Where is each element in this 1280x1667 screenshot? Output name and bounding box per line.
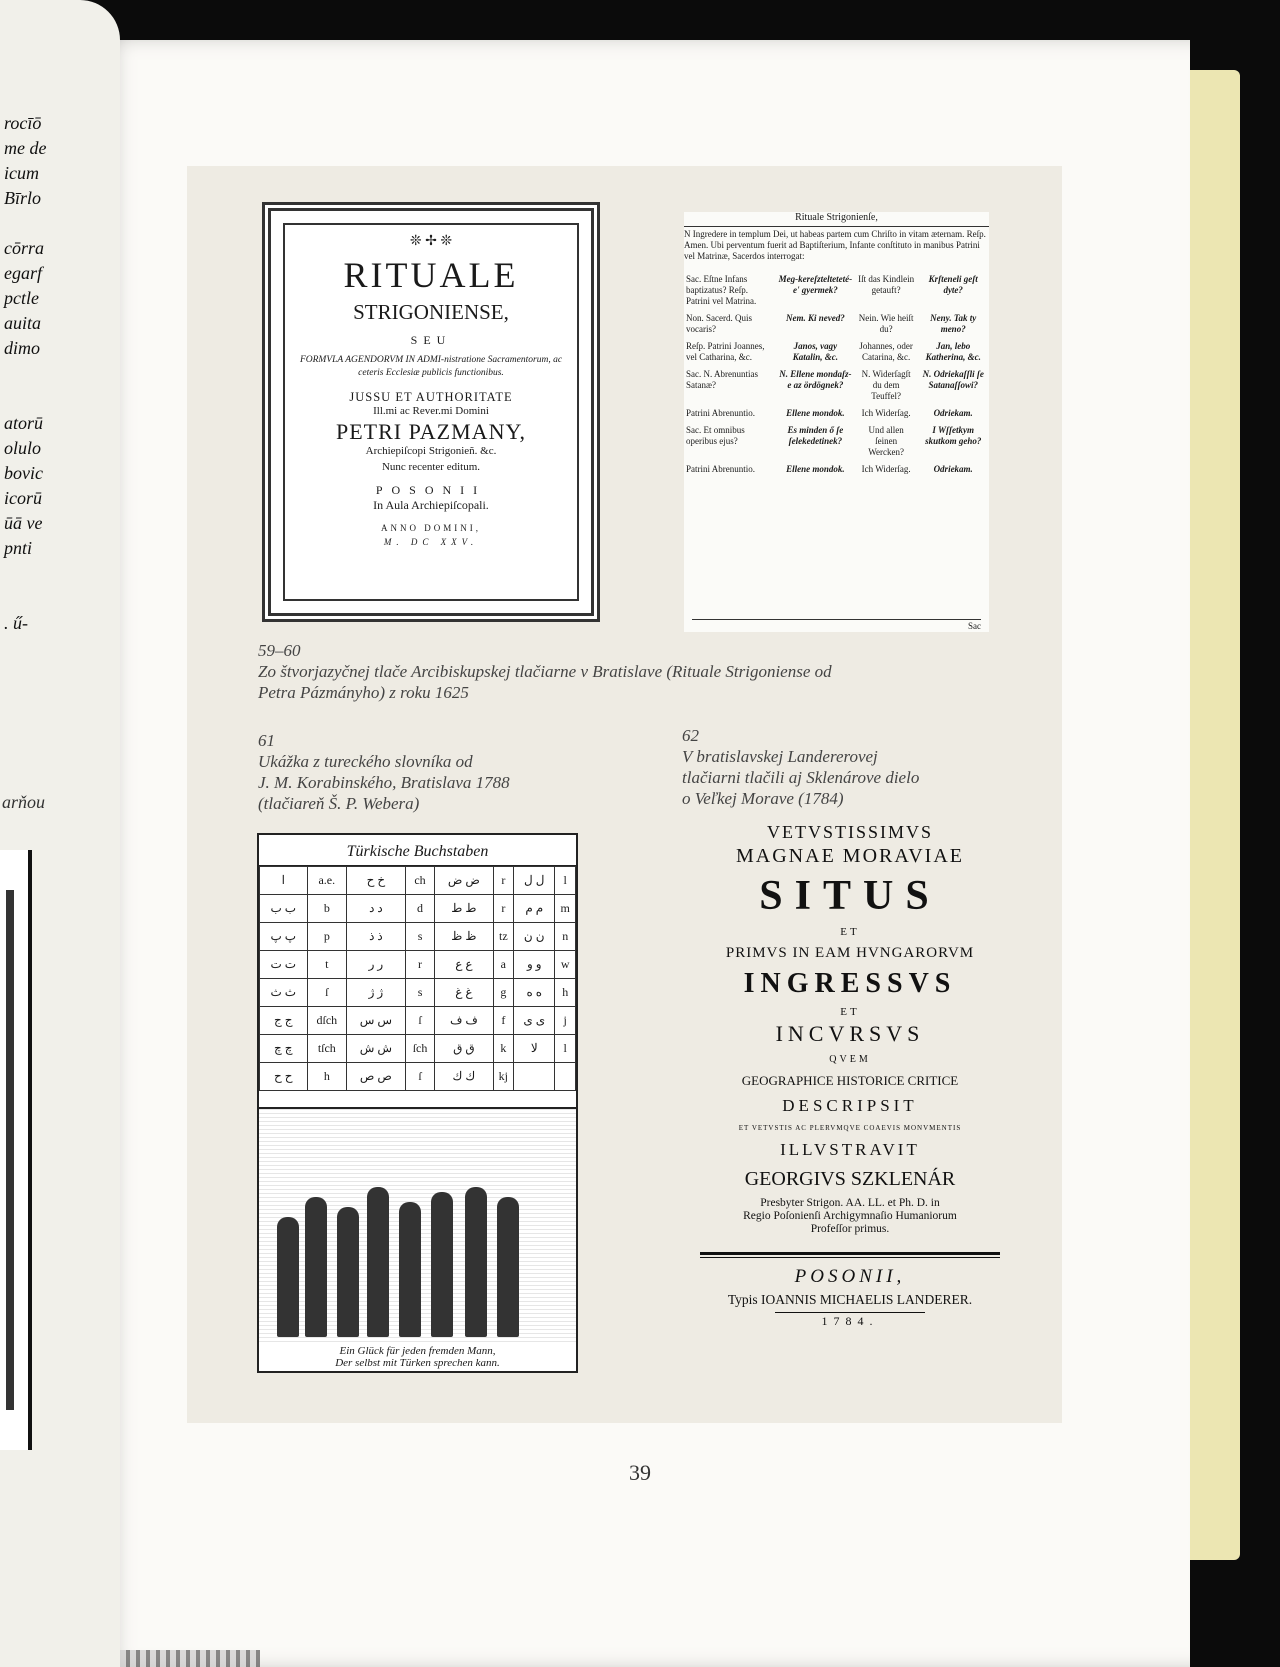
alphabet-cell: r [493, 895, 514, 923]
sklenar-title-page [700, 822, 1000, 1328]
facing-text-fragment: atorū [4, 413, 44, 433]
alphabet-cell: h [307, 1063, 346, 1091]
alphabet-cell: ظ ظ [435, 923, 493, 951]
ritual-cell: Ich Widerſag. [861, 408, 911, 418]
title-line: ET [840, 1006, 860, 1019]
figure [277, 1217, 299, 1337]
alphabet-cell: r [493, 867, 514, 895]
ritual-cell: Krſteneli geſt dyte? [928, 274, 978, 295]
alphabet-cell: ص ص [347, 1063, 406, 1091]
caption-number: 62 [682, 726, 699, 745]
ritual-cell: Ich Widerſag. [861, 464, 911, 474]
facing-page-fragment [0, 0, 120, 1667]
alphabet-cell: ژ ژ [347, 979, 406, 1007]
alphabet-cell: ſ [307, 979, 346, 1007]
title-line: VETVSTISSIMVS [766, 822, 934, 842]
alphabet-cell: d [405, 895, 434, 923]
alphabet-row [260, 923, 576, 951]
alphabet-row [260, 867, 576, 895]
alphabet-cell: ق ق [435, 1035, 493, 1063]
alphabet-cell: tz [493, 923, 514, 951]
title-line: INCVRSVS [775, 1020, 925, 1046]
page-number: 39 [629, 1460, 651, 1485]
alphabet-cell: ك ك [435, 1063, 493, 1091]
facing-text-fragment: me de [4, 138, 47, 158]
alphabet-cell: r [405, 951, 434, 979]
ritual-cell: Patrini Abrenuntio. [686, 408, 755, 418]
alphabet-cell: dſch [307, 1007, 346, 1035]
ritual-row [684, 406, 989, 423]
alphabet-cell: ت ت [260, 951, 308, 979]
alphabet-cell [555, 1063, 576, 1091]
ritual-row [684, 423, 989, 462]
four-language-table [684, 272, 989, 479]
ritual-cell: Und allen ſeinen Wercken? [868, 425, 905, 457]
ritual-cell: Sac. Eſtne Infans baptizatus? Reſp. Patrini vel Matrina. [686, 274, 757, 306]
intro-text: N Ingredere in templum Dei, ut habeas partem cum Chriſto in vitam æternam. Reſp. Amen. Ubi perventum fuerit ad Baptiſterium, Infante conſtituto in manibus Patrini vel Matrinæ, Sacerdos interrogat: [684, 229, 986, 261]
alphabet-cell: ث ث [260, 979, 308, 1007]
figure [367, 1187, 389, 1337]
caption-61 [258, 730, 588, 814]
illmi-text: Ill.mi ac Rever.mi Domini [373, 405, 489, 417]
author-name: GEORGIVS SZKLENÁR [744, 1167, 956, 1190]
alphabet-cell: ſ [405, 1063, 434, 1091]
rituale-title: RITUALE [343, 255, 519, 295]
alphabet-cell: j [555, 1007, 576, 1035]
caption-text-line: o Veľkej Morave (1784) [682, 789, 844, 808]
engraving-caption [259, 1345, 576, 1371]
archiep-text: Archiepiſcopi Strigonieñ. &c. [365, 445, 497, 457]
author-title [700, 1197, 1000, 1237]
imprint-printer: Typis IOANNIS MICHAELIS LANDERER. [727, 1292, 973, 1308]
ornament: ❊ ✢ ❊ [409, 234, 453, 249]
facing-text-fragment: rocīō [4, 113, 42, 133]
alphabet-cell: ف ف [435, 1007, 493, 1035]
figure [399, 1202, 421, 1337]
alphabet-row [260, 1007, 576, 1035]
header-rule [684, 226, 989, 227]
caption-text-line: Ukážka z tureckého slovníka od [258, 752, 473, 771]
alphabet-cell: ع ع [435, 951, 493, 979]
ritual-cell: N. Widerſagſt du dem Teuffel? [861, 369, 911, 401]
ritual-row [684, 367, 989, 406]
alphabet-cell: l [555, 1035, 576, 1063]
author-title-line: Regio Poſonienſi Archigymnaſio Humaniorum [743, 1209, 957, 1222]
facing-caption-fragment: arňou [2, 792, 46, 812]
alphabet-cell: k [493, 1035, 514, 1063]
figure [465, 1187, 487, 1337]
alphabet-cell: s [405, 979, 434, 1007]
petri-pazmany-text: PETRI PAZMANY, [335, 419, 527, 444]
ritual-row [684, 339, 989, 367]
anno-text: ANNO DOMINI, [381, 523, 481, 533]
caption-number: 61 [258, 731, 275, 750]
year-text: M. DC XXV. [383, 537, 479, 547]
caption-text-line: Petra Pázmányho) z roku 1625 [258, 683, 469, 702]
alphabet-cell: a [493, 951, 514, 979]
alphabet-cell: ه ه [514, 979, 555, 1007]
alphabet-cell: h [555, 979, 576, 1007]
ritual-cell: Neny. Tak ty meno? [930, 313, 977, 334]
rituale-title-page [262, 202, 600, 622]
alphabet-cell: چ چ [260, 1035, 308, 1063]
turkish-alphabet-plate [257, 833, 578, 1373]
ritual-cell: N. Ellene mondaſz-e az ördögnek? [779, 369, 852, 390]
running-header: Rituale Strigonienſe, [795, 212, 878, 223]
facing-text-fragment: egarf [4, 263, 42, 283]
lace-fragment [120, 1650, 260, 1667]
short-rule [775, 1312, 925, 1313]
alphabet-cell: ل ل [514, 867, 555, 895]
alphabet-cell: ض ض [435, 867, 493, 895]
alphabet-cell: ح ح [260, 1063, 308, 1091]
facing-text-fragment: pnti [4, 538, 33, 558]
catchword: Sac [692, 619, 981, 632]
nunc-text: Nunc recenter editum. [381, 461, 481, 473]
alphabet-cell: ش ش [347, 1035, 406, 1063]
alphabet-cell: د د [347, 895, 406, 923]
turkish-heading: Türkische Buchstaben [259, 835, 576, 866]
ritual-cell: I Wſſetkym skutkom geho? [925, 425, 982, 446]
turkish-alphabet-table [259, 866, 576, 1091]
imprint-place: POSONII, [794, 1266, 906, 1288]
alphabet-cell: م م [514, 895, 555, 923]
facing-text-fragment: icorū [4, 488, 42, 508]
figure [305, 1197, 327, 1337]
alphabet-row [260, 1063, 576, 1091]
caption-text-line: (tlačiareň Š. P. Webera) [258, 794, 420, 813]
ritual-cell: Odriekam. [933, 408, 973, 418]
alphabet-cell: ن ن [514, 923, 555, 951]
alphabet-row [260, 1035, 576, 1063]
facing-text-fragment: ūā ve [4, 513, 43, 533]
facing-text-fragment: Bīrlo [4, 188, 42, 208]
caption-62 [682, 725, 1012, 809]
facing-text-fragment: pctle [4, 288, 39, 308]
figure [431, 1192, 453, 1337]
rituale-subtitle: STRIGONIENSE, [353, 300, 509, 324]
alphabet-cell: m [555, 895, 576, 923]
title-line: ET VETVSTIS AC PLERVMQVE COAEVIS MONVMENTIS [738, 1123, 962, 1132]
facing-image-fragment [0, 850, 32, 1450]
imprint-year: 1784. [821, 1313, 879, 1328]
seu-text: SEU [410, 333, 452, 347]
alphabet-cell: l [555, 867, 576, 895]
alphabet-cell: ب ب [260, 895, 308, 923]
alphabet-cell: ط ط [435, 895, 493, 923]
facing-text-fragment: cōrra [4, 238, 44, 258]
ritual-cell: Reſp. Patrini Joannes, vel Catharina, &c. [686, 341, 765, 362]
caption-text-line: V bratislavskej Landererovej [682, 747, 878, 766]
formula-text: FORMVLA AGENDORVM IN ADMI-nistratione Sacramentorum, ac ceteris Ecclesiæ publicis functionibus. [299, 355, 563, 378]
title-line: ILLVSTRAVIT [780, 1140, 920, 1160]
alphabet-cell: ſch [405, 1035, 434, 1063]
alphabet-row [260, 979, 576, 1007]
ritual-cell: N. Odriekaſſli ſe Satanaſſowi? [922, 369, 984, 390]
alphabet-cell: t [307, 951, 346, 979]
figure [337, 1207, 359, 1337]
facing-text-fragment: . ű- [4, 613, 28, 633]
ritual-row [684, 462, 989, 479]
ritual-cell: Ellene mondok. [786, 464, 845, 474]
facing-text-fragment: bovic [4, 463, 43, 483]
alphabet-cell: و و [514, 951, 555, 979]
engraving-scene [259, 1107, 576, 1345]
alphabet-cell: b [307, 895, 346, 923]
caption-59-60 [258, 640, 1018, 703]
alphabet-cell: n [555, 923, 576, 951]
alphabet-cell: tſch [307, 1035, 346, 1063]
alphabet-cell: ſ [405, 1007, 434, 1035]
alphabet-cell: خ ح [347, 867, 406, 895]
alphabet-cell: ذ ذ [347, 923, 406, 951]
title-line: INGRESSVS [743, 967, 957, 999]
title-line: GEOGRAPHICE HISTORICE CRITICE [741, 1072, 959, 1088]
alphabet-cell: ى ى [514, 1007, 555, 1035]
facing-text-fragment: icum [4, 163, 39, 183]
facing-text-fragment: auita [4, 313, 42, 333]
caption-text-line: J. M. Korabinského, Bratislava 1788 [258, 773, 510, 792]
ritual-cell: Sac. N. Abrenuntias Satanæ? [686, 369, 758, 390]
ritual-cell: Nem. Ki neved? [785, 313, 845, 323]
ritual-cell: Non. Sacerd. Quis vocaris? [686, 313, 752, 334]
alphabet-cell: s [405, 923, 434, 951]
alphabet-cell: ج ج [260, 1007, 308, 1035]
ritual-cell: Ellene mondok. [786, 408, 845, 418]
rituale-text-page [684, 212, 989, 632]
figure [497, 1197, 519, 1337]
alphabet-row [260, 951, 576, 979]
ritual-cell: Nein. Wie heiſt du? [858, 313, 914, 334]
alphabet-cell: ا [260, 867, 308, 895]
ritual-cell: Patrini Abrenuntio. [686, 464, 755, 474]
author-title-line: Presbyter Strigon. AA. LL. et Ph. D. in [760, 1196, 940, 1209]
facing-text-fragment: olulo [4, 438, 42, 458]
title-line: QVEM [829, 1054, 871, 1065]
alphabet-cell: ch [405, 867, 434, 895]
alphabet-cell: f [493, 1007, 514, 1035]
alphabet-cell: p [307, 923, 346, 951]
ritual-cell: Odriekam. [933, 464, 973, 474]
alphabet-cell: س س [347, 1007, 406, 1035]
posonii-text: POSONII [375, 483, 487, 497]
caption-number: 59–60 [258, 641, 301, 660]
double-rule [700, 1252, 1000, 1258]
alphabet-cell [514, 1063, 555, 1091]
ritual-cell: Iſt das Kindlein getauft? [858, 274, 915, 295]
ritual-cell: Johannes, oder Catarina, &c. [859, 341, 913, 362]
alphabet-cell: ر ر [347, 951, 406, 979]
alphabet-cell: غ غ [435, 979, 493, 1007]
ritual-cell: Janos, vagy Katalin, &c. [792, 341, 838, 362]
jussu-text: JUSSU ET AUTHORITATE [349, 390, 513, 404]
alphabet-cell: a.e. [307, 867, 346, 895]
author-title-line: Profeſſor primus. [810, 1223, 890, 1236]
ritual-cell: Meg-kereſztelteteté-e' gyermek? [778, 274, 853, 295]
ritual-cell: Jan, lebo Katherina, &c. [925, 341, 981, 362]
alphabet-row [260, 895, 576, 923]
ritual-row [684, 311, 989, 339]
caption-text-line: Zo štvorjazyčnej tlače Arcibiskupskej tlačiarne v Bratislave (Rituale Strigoniense od [258, 662, 832, 681]
aula-text: In Aula Archiepiſcopali. [373, 498, 489, 512]
alphabet-cell: w [555, 951, 576, 979]
facing-text-fragment: dimo [4, 338, 40, 358]
ritual-cell: Es minden ő ſe ſelekedetinek? [787, 425, 844, 446]
ritual-row [684, 272, 989, 311]
alphabet-cell: kj [493, 1063, 514, 1091]
engraving-caption-line: Der selbst mit Türken sprechen kann. [335, 1357, 500, 1369]
alphabet-cell: پ پ [260, 923, 308, 951]
alphabet-cell: لا [514, 1035, 555, 1063]
title-line: ET [840, 925, 860, 938]
engraving-caption-line: Ein Glück für jeden fremden Mann, [339, 1345, 496, 1357]
title-line: PRIMVS IN EAM HVNGARORVM [725, 944, 975, 961]
title-line: SITUS [759, 872, 941, 919]
title-line: DESCRIPSIT [782, 1096, 918, 1116]
caption-text-line: tlačiarni tlačili aj Sklenárove dielo [682, 768, 920, 787]
alphabet-cell: g [493, 979, 514, 1007]
ritual-cell: Sac. Et omnibus operibus ejus? [686, 425, 745, 446]
title-line: MAGNAE MORAVIAE [736, 844, 964, 867]
